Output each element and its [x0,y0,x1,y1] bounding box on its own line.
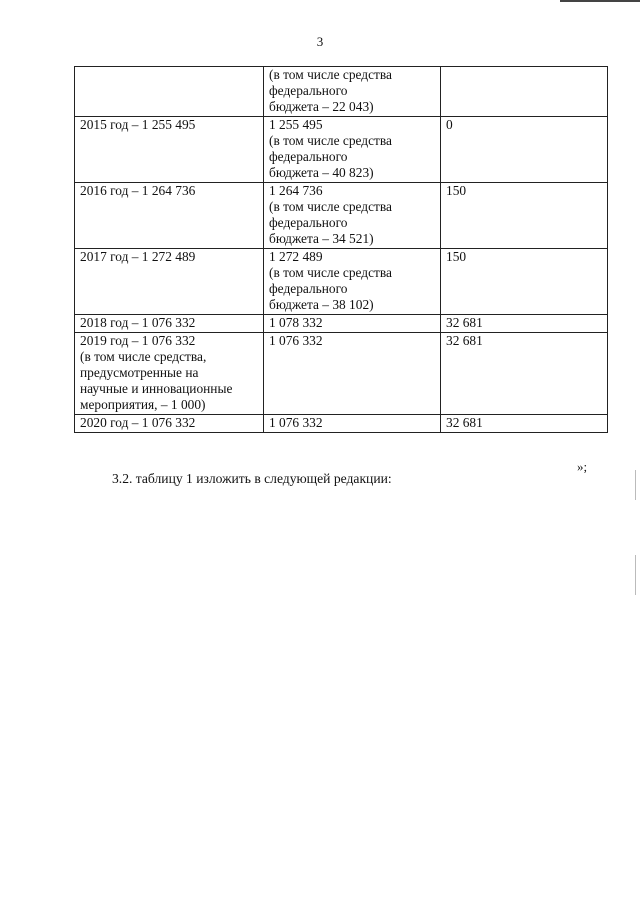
cell-text-line: бюджета – 40 823) [269,165,374,180]
cell-text-line: федерального [269,149,348,164]
table-row [75,183,608,249]
cell-text-line: 2018 год – 1 076 332 [80,315,196,330]
cell-text-line: 32 681 [446,415,483,430]
table-row [75,67,608,117]
cell-text-line: 0 [446,117,453,132]
closing-quote: »; [577,459,588,474]
cell-text-line: 1 076 332 [269,415,323,430]
cell-text-line: федерального [269,281,348,296]
table-row [75,249,608,315]
scan-edge-mark [635,470,636,500]
table-cell-col2 [264,183,441,249]
table-cell-col3 [441,415,608,433]
table-cell-col2 [264,67,441,117]
cell-text-line: (в том числе средства [269,133,392,148]
table-row [75,315,608,333]
cell-text-line: бюджета – 22 043) [269,99,374,114]
table-cell-col1 [75,315,264,333]
cell-text-line: (в том числе средства [269,265,392,280]
cell-text-line: 1 264 736 [269,183,323,198]
cell-text-line: 2016 год – 1 264 736 [80,183,196,198]
cell-text-line: научные и инновационные [80,381,233,396]
cell-text-line: мероприятия, – 1 000) [80,397,206,412]
table-cell-col1 [75,333,264,415]
cell-text-line: (в том числе средства [269,199,392,214]
table-cell-col2 [264,315,441,333]
cell-text-line: предусмотренные на [80,365,199,380]
cell-text-line: (в том числе средства, [80,349,207,364]
table-cell-col1 [75,415,264,433]
table-cell-col1 [75,67,264,117]
table-row [75,117,608,183]
cell-text-line: (в том числе средства [269,67,392,82]
table-cell-col2 [264,333,441,415]
cell-text-line: 2019 год – 1 076 332 [80,333,196,348]
cell-text-line: 2015 год – 1 255 495 [80,117,196,132]
cell-text-line: 150 [446,183,467,198]
table-cell-col3 [441,67,608,117]
cell-text-line: бюджета – 38 102) [269,297,374,312]
table-cell-col3 [441,249,608,315]
cell-text-line: 32 681 [446,333,483,348]
table-cell-col2 [264,117,441,183]
cell-text-line: 32 681 [446,315,483,330]
table-row [75,415,608,433]
section-instruction: 3.2. таблицу 1 изложить в следующей редакции: [112,471,392,486]
cell-text-line: 150 [446,249,467,264]
budget-table [74,66,608,433]
table-cell-col3 [441,315,608,333]
table-cell-col3 [441,183,608,249]
cell-text-line: федерального [269,83,348,98]
cell-text-line: 1 272 489 [269,249,323,264]
table-cell-col1 [75,249,264,315]
cell-text-line: федерального [269,215,348,230]
cell-text-line: 2020 год – 1 076 332 [80,415,196,430]
table-cell-col3 [441,333,608,415]
scan-edge-mark [560,0,640,2]
cell-text-line: 2017 год – 1 272 489 [80,249,196,264]
table-row [75,333,608,415]
scan-edge-mark [635,555,636,595]
table-cell-col1 [75,117,264,183]
cell-text-line: 1 076 332 [269,333,323,348]
cell-text-line: 1 255 495 [269,117,323,132]
page-number: 3 [316,34,324,49]
table-cell-col1 [75,183,264,249]
table-cell-col3 [441,117,608,183]
table-cell-col2 [264,415,441,433]
table-cell-col2 [264,249,441,315]
cell-text-line: бюджета – 34 521) [269,231,374,246]
cell-text-line: 1 078 332 [269,315,323,330]
